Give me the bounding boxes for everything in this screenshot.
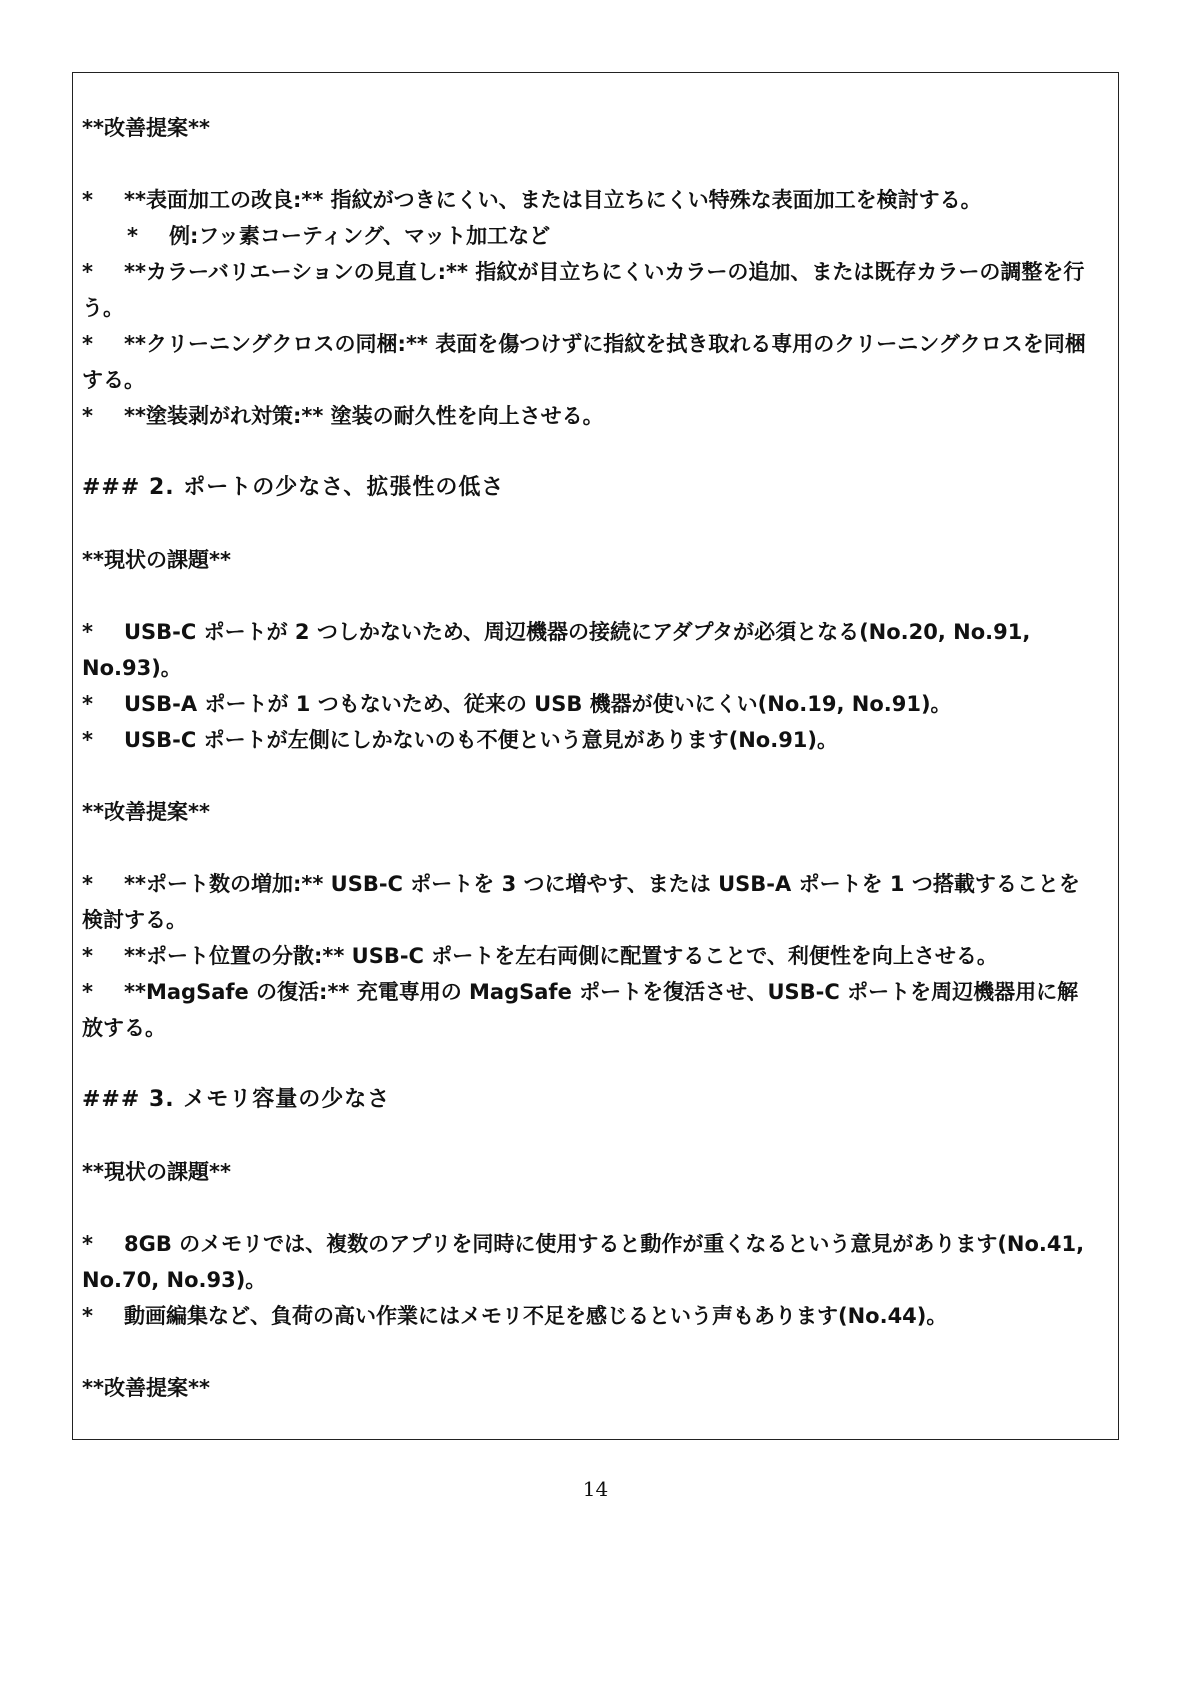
list-item-continuation: う。 xyxy=(82,296,124,320)
improvement-heading: **改善提案** xyxy=(82,800,210,824)
list-item: * USB-A ポートが 1 つもないため、従来の USB 機器が使いにくい(No.19, No.91)。 xyxy=(82,692,952,716)
improvement-heading: **改善提案** xyxy=(82,116,210,140)
list-item: * **ポート数の増加:** USB-C ポートを 3 つに増やす、または USB-A ポートを 1 つ搭載することを xyxy=(82,872,1080,896)
section-heading: ### 3. メモリ容量の少なさ xyxy=(82,1087,391,1112)
sub-list-item: * 例:フッ素コーティング、マット加工など xyxy=(127,224,551,248)
list-item: * 動画編集など、負荷の高い作業にはメモリ不足を感じるという声もあります(No.44)。 xyxy=(82,1304,948,1328)
list-item: * **MagSafe の復活:** 充電専用の MagSafe ポートを復活させ、USB-C ポートを周辺機器用に解 xyxy=(82,980,1079,1004)
section-heading: ### 2. ポートの少なさ、拡張性の低さ xyxy=(82,475,505,500)
list-item: * USB-C ポートが 2 つしかないため、周辺機器の接続にアダプタが必須となる(No.20, No.91, xyxy=(82,620,1031,644)
list-item-continuation: 検討する。 xyxy=(82,908,187,932)
page-number: 14 xyxy=(582,1477,609,1501)
improvement-heading: **改善提案** xyxy=(82,1376,210,1400)
list-item: * 8GB のメモリでは、複数のアプリを同時に使用すると動作が重くなるという意見があります(No.41, xyxy=(82,1232,1085,1256)
list-item-continuation: No.70, No.93)。 xyxy=(82,1268,267,1292)
list-item: * **塗装剥がれ対策:** 塗装の耐久性を向上させる。 xyxy=(82,404,604,428)
issues-heading: **現状の課題** xyxy=(82,1160,231,1184)
list-item: * USB-C ポートが左側にしかないのも不便という意見があります(No.91)。 xyxy=(82,728,839,752)
list-item: * **クリーニングクロスの同梱:** 表面を傷つけずに指紋を拭き取れる専用のクリーニングクロスを同梱 xyxy=(82,332,1086,356)
list-item: * **ポート位置の分散:** USB-C ポートを左右両側に配置することで、利便性を向上させる。 xyxy=(82,944,998,968)
list-item-continuation: 放する。 xyxy=(82,1016,166,1040)
list-item-continuation: する。 xyxy=(82,368,145,392)
list-item: * **表面加工の改良:** 指紋がつきにくい、または目立ちにくい特殊な表面加工を検討する。 xyxy=(82,188,982,212)
list-item-continuation: No.93)。 xyxy=(82,656,182,680)
list-item: * **カラーバリエーションの見直し:** 指紋が目立ちにくいカラーの追加、または既存カラーの調整を行 xyxy=(82,260,1085,284)
issues-heading: **現状の課題** xyxy=(82,548,231,572)
